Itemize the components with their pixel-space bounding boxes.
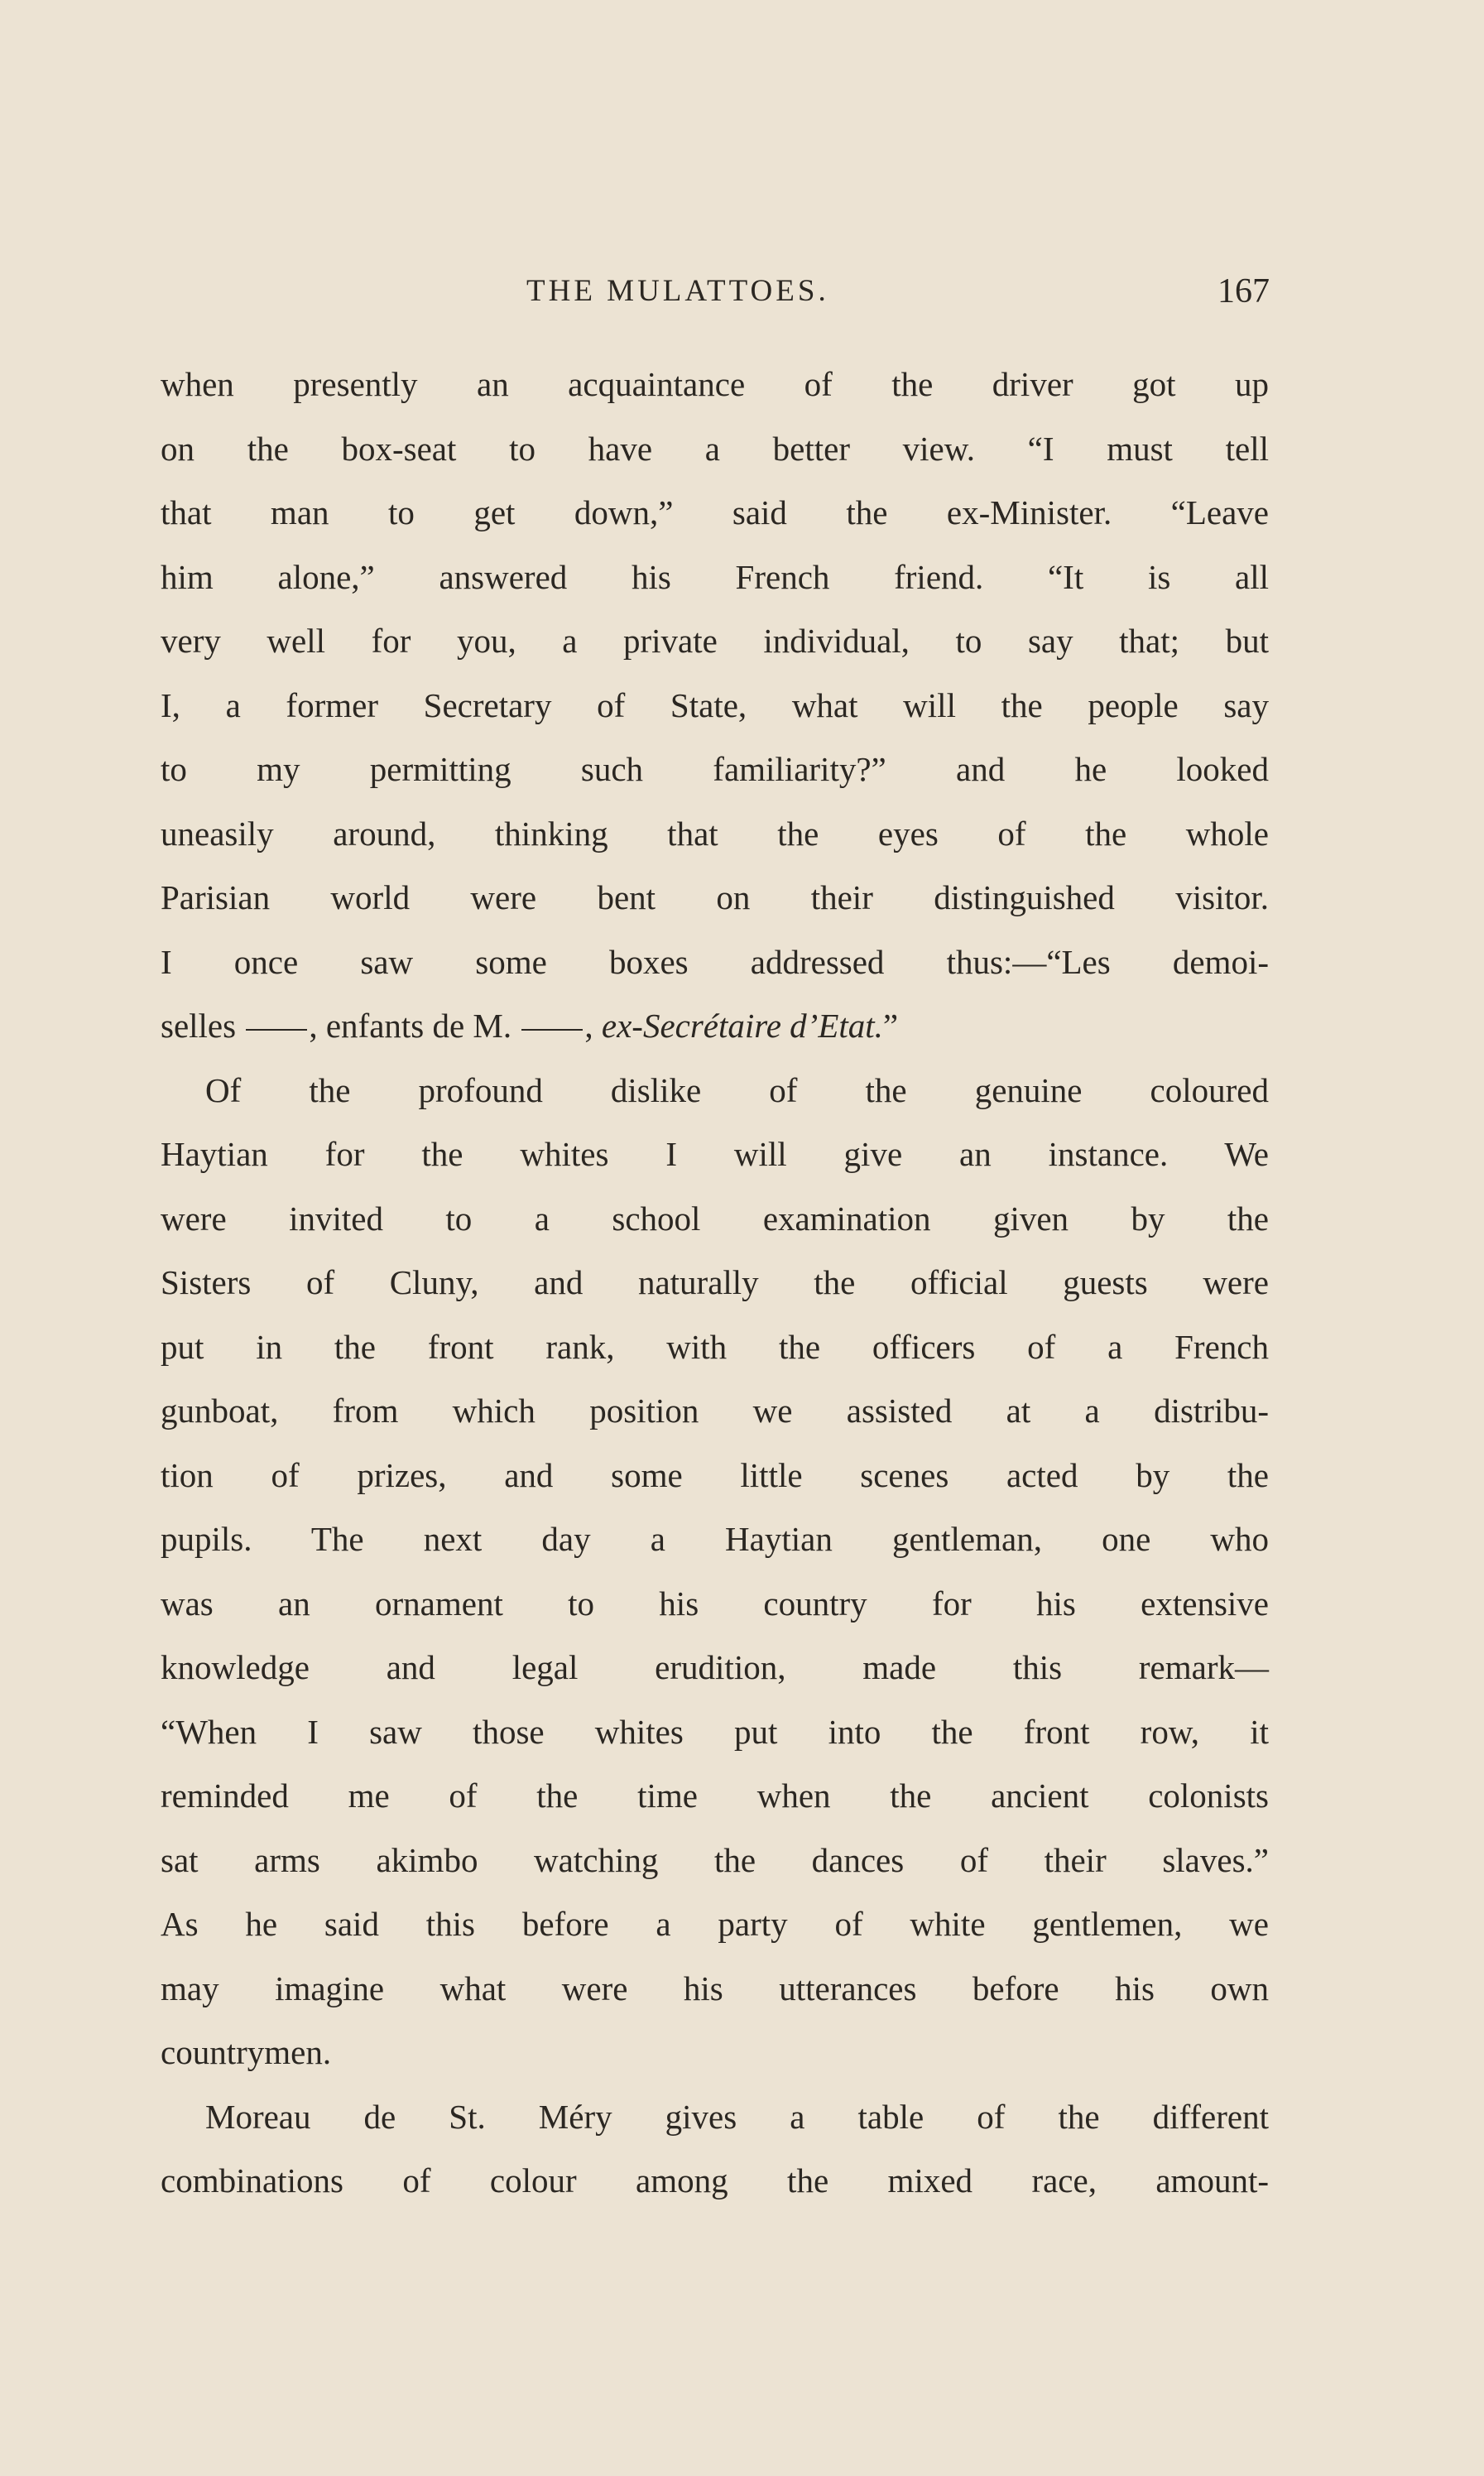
text-line: him alone,” answered his French friend. “It is all xyxy=(161,557,1269,596)
text-line: Of the profound dislike of the genuine coloured xyxy=(205,1070,1269,1109)
dash-line-part: , enfants de M. xyxy=(309,1007,512,1045)
text-line: I once saw some boxes addressed thus:—“Les demoi- xyxy=(161,942,1269,981)
page-number: 167 xyxy=(1217,272,1270,310)
text-line: I, a former Secretary of State, what will the people say xyxy=(161,685,1269,724)
text-line: to my permitting such familiarity?” and he looked xyxy=(161,750,1269,788)
text-line: knowledge and legal erudition, made this remark— xyxy=(161,1648,1269,1686)
running-title: THE MULATTOES. xyxy=(526,274,829,308)
em-dash-rule xyxy=(521,1029,583,1031)
text-line: were invited to a school examination given by the xyxy=(161,1199,1269,1238)
text-line: gunboat, from which position we assisted at a distribu- xyxy=(161,1392,1269,1430)
text-line: that man to get down,” said the ex-Minister. “Leave xyxy=(161,493,1269,531)
text-line: combinations of colour among the mixed race, amount- xyxy=(161,2161,1269,2200)
text-line: uneasily around, thinking that the eyes of the whole xyxy=(161,814,1269,853)
text-line: was an ornament to his country for his extensive xyxy=(161,1584,1269,1623)
text-line: sat arms akimbo watching the dances of their slaves.” xyxy=(161,1840,1269,1879)
italic-phrase: ex-Secrétaire d’Etat. xyxy=(601,1007,883,1045)
em-dash-rule xyxy=(246,1029,307,1031)
text-line: tion of prizes, and some little scenes acted by the xyxy=(161,1455,1269,1494)
body-text xyxy=(161,353,1269,2214)
text-line: Parisian world were bent on their distinguished visitor. xyxy=(161,878,1269,916)
text-line: on the box-seat to have a better view. “I must tell xyxy=(161,429,1269,468)
text-line: may imagine what were his utterances before his own xyxy=(161,1969,1269,2007)
text-line: “When I saw those whites put into the front row, it xyxy=(161,1712,1269,1751)
text-line: As he said this before a party of white gentlemen, we xyxy=(161,1905,1269,1943)
dash-line-part: selles xyxy=(161,1007,237,1045)
dash-line-part: , xyxy=(584,1007,593,1045)
text-line: very well for you, a private individual, to say that; but xyxy=(161,622,1269,660)
text-line: countrymen. xyxy=(161,2033,332,2071)
text-line: when presently an acquaintance of the driver got up xyxy=(161,365,1269,403)
page-header xyxy=(0,267,1484,316)
text-line: put in the front rank, with the officers of a French xyxy=(161,1327,1269,1366)
dash-line-part: ” xyxy=(882,1007,899,1045)
text-line-dashes xyxy=(161,994,1269,1059)
text-line: Sisters of Cluny, and naturally the official guests were xyxy=(161,1263,1269,1301)
text-line: pupils. The next day a Haytian gentleman, one who xyxy=(161,1520,1269,1558)
text-line: Haytian for the whites I will give an instance. We xyxy=(161,1135,1269,1173)
text-line: reminded me of the time when the ancient colonists xyxy=(161,1776,1269,1815)
text-line: Moreau de St. Méry gives a table of the different xyxy=(205,2097,1269,2136)
